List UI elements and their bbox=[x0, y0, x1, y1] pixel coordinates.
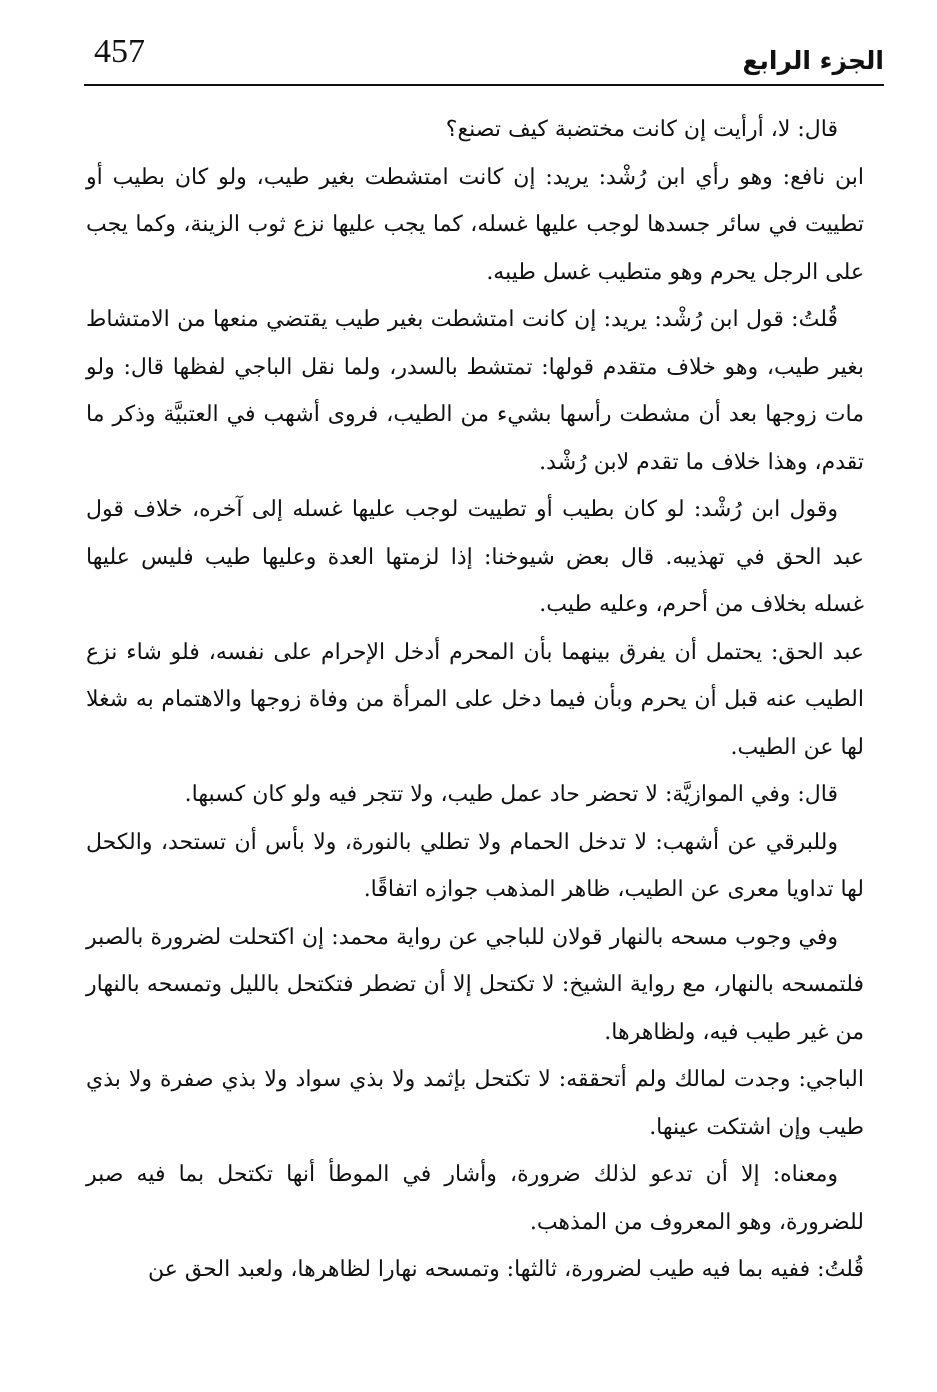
paragraph: ابن نافع: وهو رأي ابن رُشْد: يريد: إن كانت امتشطت بغير طيب، ولو كان بطيب أو تطييت في سائر جسدها لوجب عليها غسله، كما يجب عليها نزع ثوب الزينة، وكما يجب على الرجل يحرم وهو متطيب غسل طيبه. bbox=[86, 164, 864, 285]
paragraph: عبد الحق: يحتمل أن يفرق بينهما بأن المحرم أدخل الإحرام على نفسه، فلو شاء نزع الطيب عنه قبل أن يحرم وبأن فيما دخل على المرأة من وفاة زوجها والاهتمام به شغلا لها عن الطيب. bbox=[86, 639, 864, 760]
paragraph: قُلتُ: قول ابن رُشْد: يريد: إن كانت امتشطت بغير طيب يقتضي منعها من الامتشاط بغير طيب، وهو خلاف متقدم قولها: تمتشط بالسدر، ولما نقل الباجي لفظها قال: ولو مات زوجها بعد أن مشطت رأسها بشيء من الطيب، فروى أشهب في العتبيَّة وذكر ما تقدم، وهذا خلاف ما تقدم لابن رُشْد. bbox=[86, 307, 864, 475]
running-title: الجزء الرابع bbox=[742, 46, 884, 75]
paragraph: وللبرقي عن أشهب: لا تدخل الحمام ولا تطلي بالنورة، ولا بأس أن تستحد، والكحل لها تداويا معرى عن الطيب، ظاهر المذهب جوازه اتفاقًا. bbox=[86, 829, 864, 902]
paragraph: قُلتُ: ففيه بما فيه طيب لضرورة، ثالثها: وتمسحه نهارا لظاهرها، ولعبد الحق عن bbox=[147, 1257, 864, 1282]
page-header bbox=[84, 26, 884, 88]
body-text bbox=[86, 106, 864, 1294]
header-divider bbox=[84, 84, 884, 86]
paragraph: وقول ابن رُشْد: لو كان بطيب أو تطييت لوجب عليها غسله إلى آخره، خلاف قول عبد الحق في تهذيبه. قال بعض شيوخنا: إذا لزمتها العدة وعليها طيب فليس عليها غسله بخلاف من أحرم، وعليه طيب. bbox=[86, 497, 864, 617]
paragraph: قال: لا، أرأيت إن كانت مختضبة كيف تصنع؟ bbox=[445, 117, 838, 142]
paragraph: ومعناه: إلا أن تدعو لذلك ضرورة، وأشار في الموطأ أنها تكتحل بما فيه صبر للضرورة، وهو المعروف من المذهب. bbox=[86, 1162, 864, 1235]
page-number: 457 bbox=[94, 33, 145, 70]
paragraph: قال: وفي الموازيَّة: لا تحضر حاد عمل طيب، ولا تتجر فيه ولو كان كسبها. bbox=[184, 782, 838, 807]
paragraph: وفي وجوب مسحه بالنهار قولان للباجي عن رواية محمد: إن اكتحلت لضرورة بالصبر فلتمسحه بالنهار، مع رواية الشيخ: لا تكتحل إلا أن تضطر فتكتحل بالليل وتمسحه بالنهار من غير طيب فيه، ولظاهرها. bbox=[86, 924, 864, 1045]
paragraph: الباجي: وجدت لمالك ولم أتحققه: لا تكتحل بإثمد ولا بذي سواد ولا بذي صفرة ولا بذي طيب وإن اشتكت عينها. bbox=[86, 1067, 864, 1140]
